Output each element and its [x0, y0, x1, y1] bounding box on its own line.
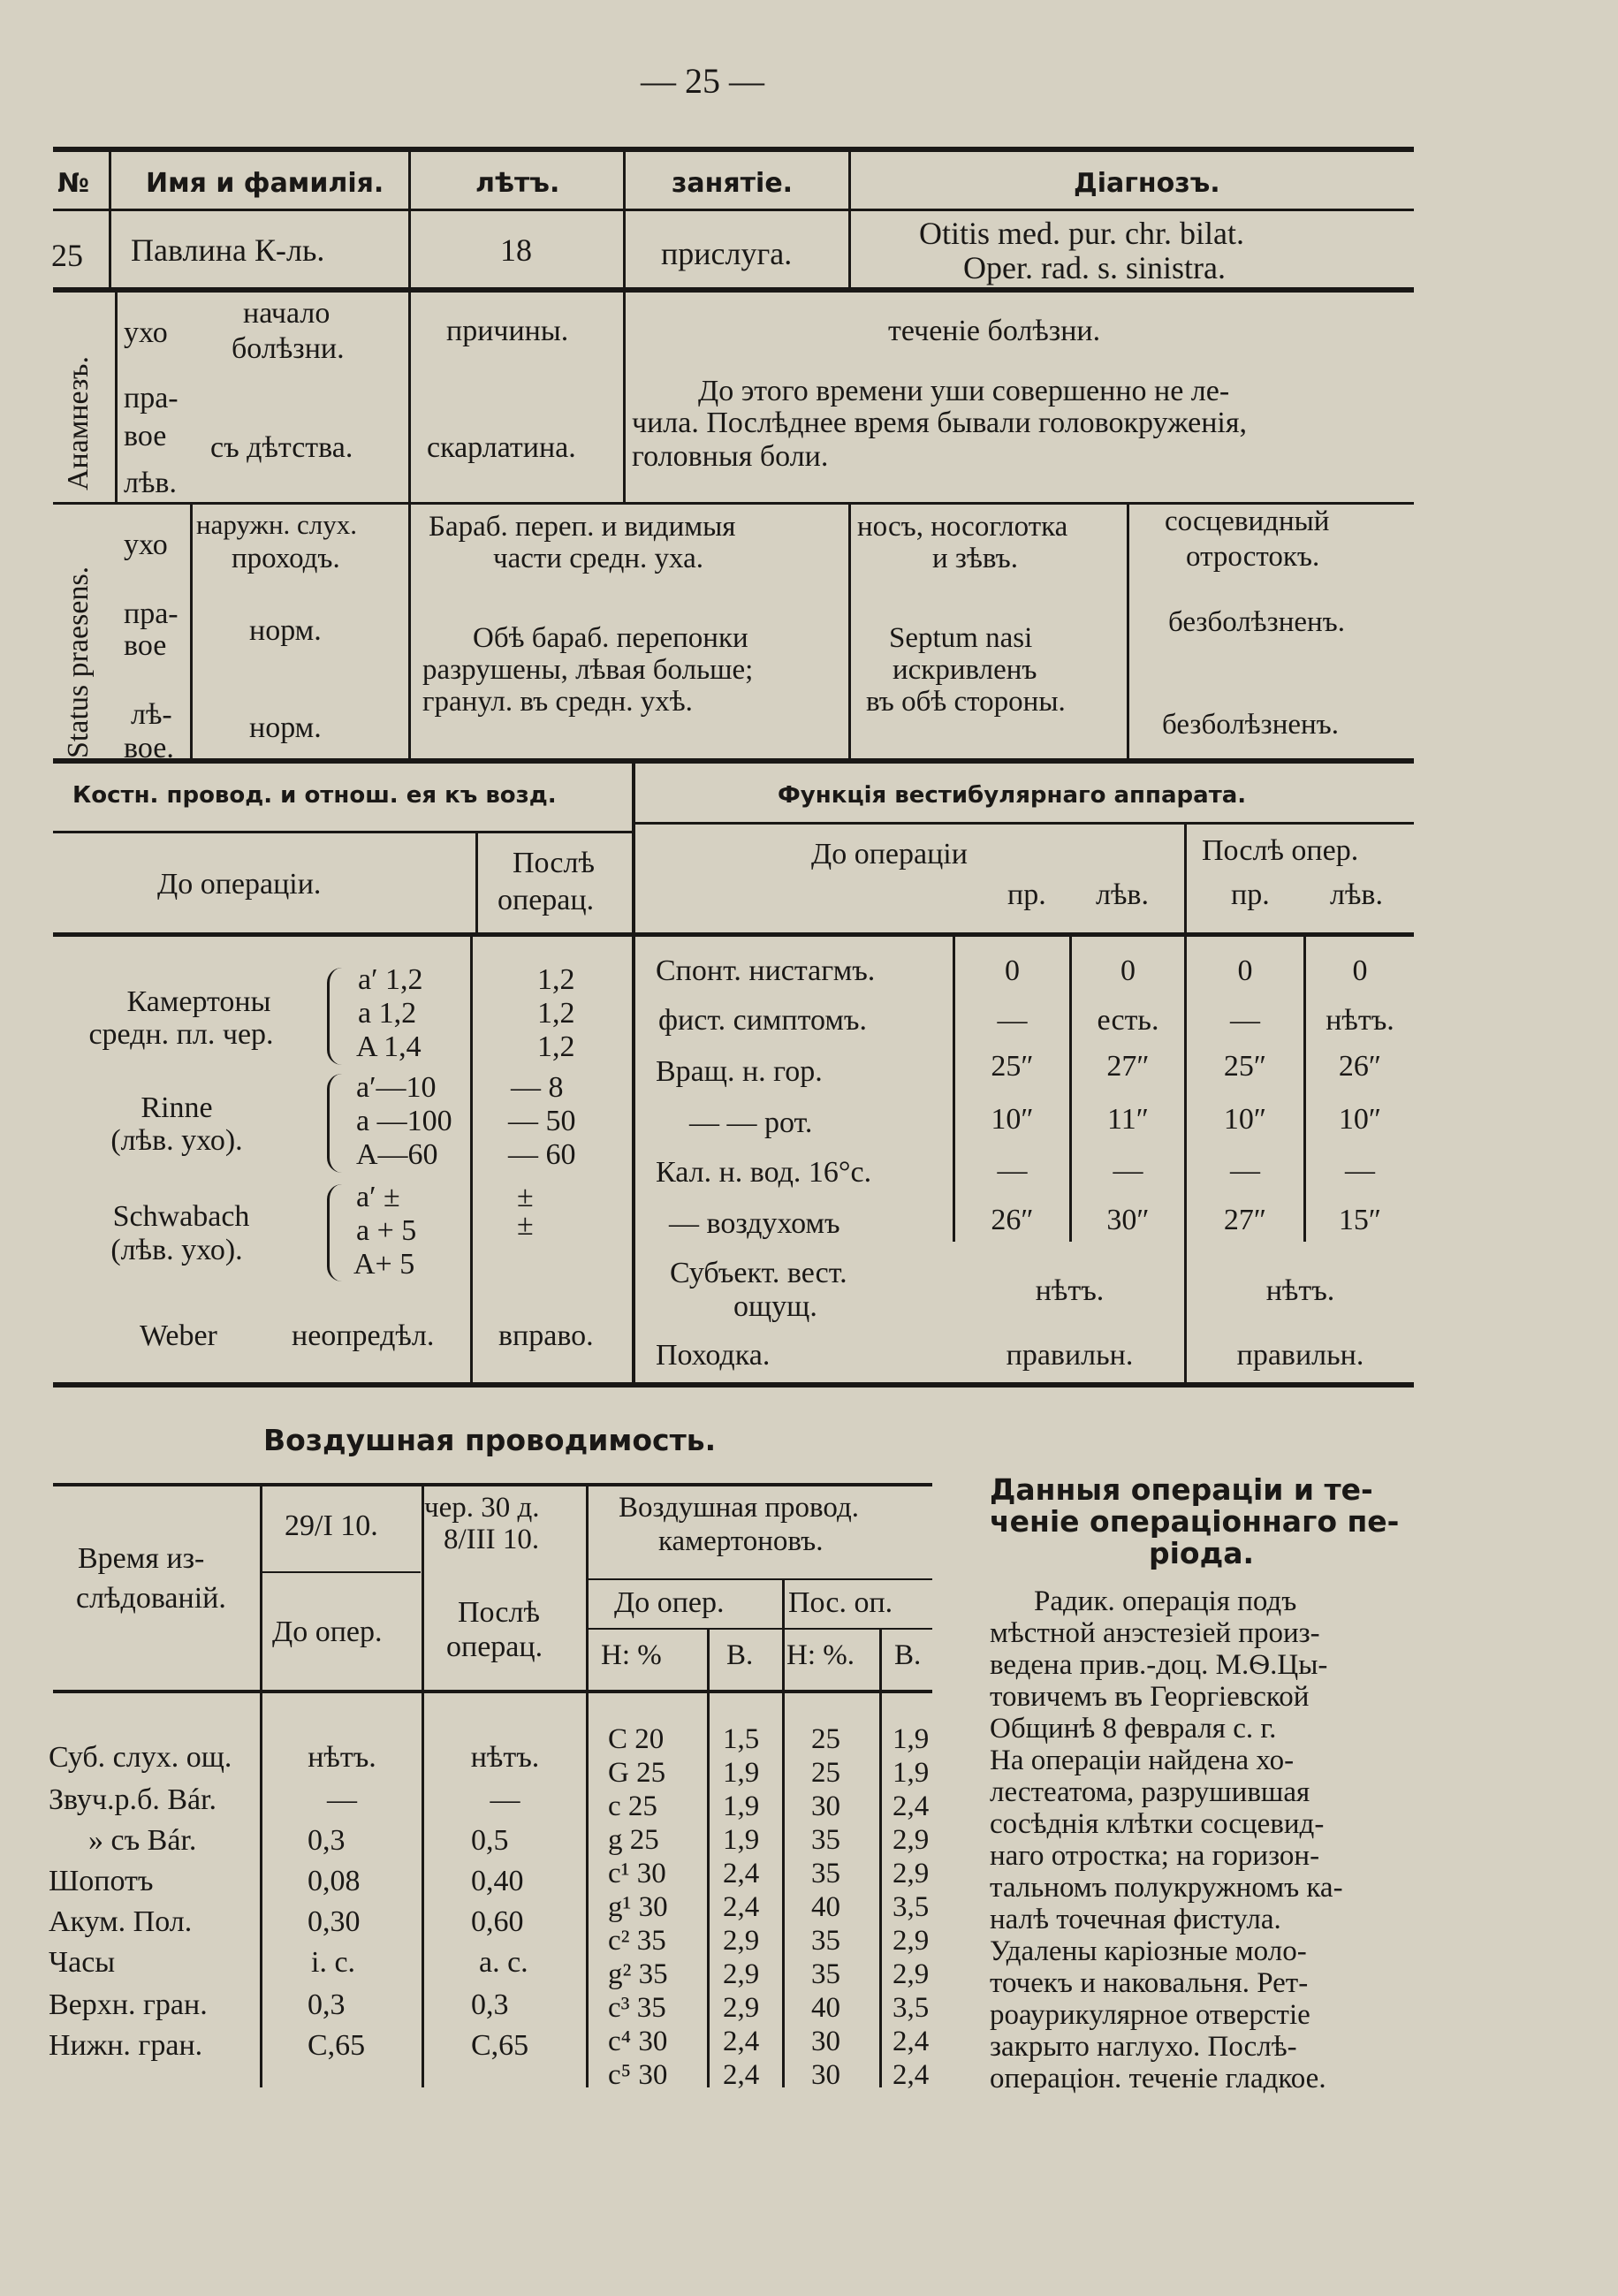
air-row-8-before: C,65: [308, 2029, 366, 2062]
air-row-1-before: нѣтъ.: [308, 1741, 376, 1774]
ext-canal-header-1: наружн. слух.: [196, 509, 358, 540]
fork-row-8-b2: 2,9: [893, 1958, 930, 1990]
air-row-4-before: 0,08: [308, 1865, 361, 1897]
bone-group-2-label-2: (лѣв. ухо).: [110, 1124, 243, 1157]
vestibular-row-1-v1: 0: [1005, 954, 1020, 987]
mastoid-right: безболѣзненъ.: [1168, 606, 1345, 638]
air-after-header-2: операц.: [446, 1631, 543, 1663]
fork-row-6-note: g¹ 30: [608, 1891, 668, 1923]
fork-row-4-b2: 2,9: [893, 1824, 930, 1856]
status-ear-right-1: пра-: [124, 597, 179, 630]
vestibular-row-3-v1: 25″: [991, 1050, 1034, 1083]
vestibular-row-3-label: Вращ. н. гор.: [656, 1055, 823, 1088]
diagnosis-line1: Otitis med. pur. chr. bilat.: [919, 216, 1244, 251]
operation-line-12: Удалены каріозные моло-: [990, 1935, 1307, 1967]
vestibular-row-1-v4: 0: [1352, 954, 1368, 987]
fork-row-6-b1: 2,4: [723, 1891, 760, 1923]
operation-line-2: мѣстной анэстезіей произ-: [990, 1617, 1320, 1649]
air-date-2-line2: 8/III 10.: [444, 1524, 540, 1555]
drum-value-1: Обѣ бараб. перепонки: [473, 622, 748, 654]
fork-before-header: До опер.: [614, 1586, 725, 1619]
weber-after: вправо.: [498, 1319, 594, 1352]
bone-group-1-label-1: Камертоны: [126, 985, 271, 1018]
air-row-7-label: Верхн. гран.: [49, 1988, 208, 2021]
onset-header-1: начало: [243, 297, 330, 330]
air-conduction-title: Воздушная проводимость.: [263, 1423, 717, 1457]
operation-line-15: закрыто наглухо. Послѣ-: [990, 2031, 1297, 2063]
header-number: №: [57, 168, 90, 199]
fork-row-9-note: c³ 35: [608, 1992, 666, 2024]
status-ear: ухо: [124, 528, 168, 561]
air-row-5-after: 0,60: [471, 1905, 524, 1938]
bone-after-header-2: операц.: [498, 884, 595, 916]
air-before-header: До опер.: [272, 1616, 383, 1648]
air-date-1: 29/I 10.: [285, 1509, 378, 1542]
fork-row-9-b1: 2,9: [723, 1992, 760, 2024]
operation-title-1: Данныя операціи и те-: [990, 1472, 1373, 1507]
vestibular-sub-right-after: пр.: [1231, 878, 1270, 911]
fork-sub-2: B.: [726, 1639, 754, 1671]
air-row-4-label: Шопотъ: [49, 1865, 154, 1897]
operation-line-10: тальномъ полукружномъ ка-: [990, 1872, 1343, 1904]
operation-line-16: операціон. теченіе гладкое.: [990, 2063, 1326, 2095]
vestibular-row-2-v2: есть.: [1097, 1004, 1159, 1037]
ext-canal-left: норм.: [249, 711, 322, 744]
bone-group-1-row-2: a 1,2: [358, 997, 417, 1030]
vestibular-row-2-v4: нѣтъ.: [1326, 1004, 1394, 1037]
bone-group-1-row-1: a′ 1,2: [358, 963, 423, 996]
nose-value-2: искривленъ: [893, 654, 1037, 686]
operation-line-4: товичемъ въ Георгіевской: [990, 1681, 1310, 1713]
bone-group-2-row-1: a′—10: [356, 1071, 437, 1104]
bone-group-3-brace: [327, 1184, 342, 1281]
fork-row-6-h2: 40: [811, 1891, 840, 1923]
bone-group-2-row-2: a —100: [356, 1105, 452, 1137]
ext-canal-header-2: проходъ.: [232, 543, 340, 574]
nose-header-2: и зѣвъ.: [932, 543, 1018, 574]
operation-line-13: точекъ и наковальня. Рет-: [990, 1967, 1309, 1999]
vestibular-after-header: Послѣ опер.: [1202, 834, 1359, 867]
nose-value-1: Septum nasi: [889, 622, 1033, 654]
bone-group-3-label-1: Schwabach: [112, 1200, 250, 1233]
operation-title-3: ріода.: [1149, 1536, 1255, 1570]
anamnesis-ear-left: лѣв.: [124, 467, 177, 499]
operation-line-7: лестеатома, разрушившая: [990, 1776, 1310, 1808]
air-row-6-label: Часы: [49, 1946, 116, 1979]
bone-group-2-label-1: Rinne: [141, 1091, 213, 1124]
air-row-1-after: нѣтъ.: [470, 1741, 540, 1774]
vestibular-row-5-v3: —: [1230, 1154, 1260, 1187]
vestibular-row-1-v2: 0: [1120, 954, 1136, 987]
mastoid-header-2: отростокъ.: [1186, 541, 1320, 573]
header-diagnosis: Діагнозъ.: [1074, 168, 1220, 199]
bone-group-3-after-2: ±: [517, 1209, 534, 1242]
causes-header: причины.: [446, 315, 569, 347]
air-row-7-before: 0,3: [308, 1988, 346, 2021]
fork-row-7-h2: 35: [811, 1925, 840, 1957]
air-row-6-after: a. c.: [479, 1946, 528, 1979]
air-time-header-1: Время из-: [78, 1542, 205, 1575]
vestibular-row-5-v1: —: [997, 1154, 1028, 1187]
page-number: — 25 —: [641, 61, 764, 101]
fork-row-8-b1: 2,9: [723, 1958, 760, 1990]
vestibular-row-6-label: — воздухомъ: [669, 1207, 840, 1240]
vestibular-row-4-label: — — рот.: [689, 1106, 813, 1139]
vestibular-row-4-v3: 10″: [1223, 1103, 1267, 1136]
vestibular-title: Функція вестибулярнаго аппарата.: [778, 782, 1247, 809]
fork-sub-4: B.: [894, 1639, 922, 1671]
course-header: теченіе болѣзни.: [888, 315, 1101, 347]
fork-row-5-b2: 2,9: [893, 1858, 930, 1889]
fork-row-8-h2: 35: [811, 1958, 840, 1990]
fork-sub-1: H: %: [601, 1639, 662, 1671]
fork-row-10-b2: 2,4: [893, 2026, 930, 2057]
air-after-header-1: Послѣ: [458, 1596, 540, 1629]
vestibular-row-2-v1: —: [997, 1004, 1028, 1037]
vestibular-before-header: До операціи: [811, 838, 968, 871]
mastoid-header-1: сосцевидный: [1165, 506, 1330, 537]
fork-after-header: Пос. оп.: [788, 1586, 893, 1619]
fork-row-2-h2: 25: [811, 1757, 840, 1789]
vestibular-row-3-v4: 26″: [1338, 1050, 1382, 1083]
anamnesis-ear-right-2: вое: [124, 420, 167, 452]
vestibular-row-5-label: Кал. н. вод. 16°с.: [656, 1156, 872, 1189]
course-line-3: головныя боли.: [632, 440, 829, 473]
vestibular-row-3-v2: 27″: [1106, 1050, 1150, 1083]
fork-row-2-b2: 1,9: [893, 1757, 930, 1789]
vestibular-row-3-v3: 25″: [1223, 1050, 1267, 1083]
vestibular-subj-label-2: ощущ.: [733, 1290, 817, 1323]
vestibular-row-6-v3: 27″: [1223, 1204, 1267, 1236]
vestibular-row-5-v4: —: [1345, 1154, 1375, 1187]
fork-row-11-b1: 2,4: [723, 2059, 760, 2091]
bone-group-2-after-3: — 60: [508, 1138, 576, 1171]
status-ear-left-2: вое.: [124, 732, 174, 764]
header-occupation: занятіе.: [672, 168, 794, 199]
air-row-2-before: —: [327, 1783, 357, 1816]
fork-row-3-note: c 25: [608, 1790, 657, 1822]
air-row-8-label: Нижн. гран.: [49, 2029, 203, 2062]
operation-line-9: наго отростка; на горизон-: [990, 1840, 1320, 1872]
air-row-4-after: 0,40: [471, 1865, 524, 1897]
onset-value: съ дѣтства.: [210, 431, 353, 464]
bone-group-2-after-1: — 8: [511, 1071, 564, 1104]
fork-row-7-b2: 2,9: [893, 1925, 930, 1957]
drum-value-2: разрушены, лѣвая больше;: [422, 654, 754, 686]
air-row-3-label: » съ Bár.: [88, 1824, 197, 1857]
vestibular-subj-after: нѣтъ.: [1265, 1274, 1335, 1307]
fork-row-11-note: c⁵ 30: [608, 2059, 668, 2091]
fork-row-2-b1: 1,9: [723, 1757, 760, 1789]
bone-after-header-1: Послѣ: [513, 847, 595, 879]
vestibular-sub-left-before: лѣв.: [1096, 878, 1149, 911]
fork-row-8-note: g² 35: [608, 1958, 668, 1990]
vestibular-row-4-v4: 10″: [1338, 1103, 1382, 1136]
bone-group-2-row-3: A—60: [356, 1138, 438, 1171]
causes-value: скарлатина.: [427, 431, 576, 464]
vestibular-row-2-label: фист. симптомъ.: [658, 1004, 867, 1037]
header-name: Имя и фамилія.: [146, 168, 384, 199]
bone-group-1-after-1: 1,2: [537, 963, 575, 996]
vestibular-subj-before: нѣтъ.: [1035, 1274, 1105, 1307]
fork-row-11-b2: 2,4: [893, 2059, 930, 2091]
air-row-3-after: 0,5: [471, 1824, 509, 1857]
vestibular-gait-before: правильн.: [1006, 1339, 1134, 1372]
operation-title-2: ченіе операціоннаго пе-: [990, 1504, 1400, 1539]
vestibular-row-6-v1: 26″: [991, 1204, 1034, 1236]
bone-group-2-after-2: — 50: [508, 1105, 576, 1137]
fork-row-1-h2: 25: [811, 1723, 840, 1755]
air-row-8-after: C,65: [471, 2029, 529, 2062]
air-row-3-before: 0,3: [308, 1824, 346, 1857]
fork-row-9-b2: 3,5: [893, 1992, 930, 2024]
drum-header-2: части средн. уха.: [493, 543, 703, 574]
fork-row-11-h2: 30: [811, 2059, 840, 2091]
air-row-5-before: 0,30: [308, 1905, 361, 1938]
bone-group-1-after-3: 1,2: [537, 1030, 575, 1063]
vestibular-gait-label: Походка.: [656, 1339, 771, 1372]
fork-row-5-h2: 35: [811, 1858, 840, 1889]
status-ear-right-2: вое: [124, 629, 167, 662]
fork-row-5-b1: 2,4: [723, 1858, 760, 1889]
fork-row-10-b1: 2,4: [723, 2026, 760, 2057]
air-row-1-label: Суб. слух. ощ.: [49, 1741, 232, 1774]
patient-age: 18: [500, 232, 532, 268]
fork-row-1-b2: 1,9: [893, 1723, 930, 1755]
vestibular-row-4-v2: 11″: [1107, 1103, 1149, 1136]
fork-header-2: камертоновъ.: [658, 1525, 824, 1557]
operation-line-14: роаурикулярное отверстіе: [990, 1999, 1310, 2031]
patient-occupation: прислуга.: [661, 236, 793, 271]
vestibular-row-2-v3: —: [1230, 1004, 1260, 1037]
header-age: лѣтъ.: [475, 168, 560, 199]
bone-group-1-after-2: 1,2: [537, 997, 575, 1030]
bone-group-2-brace: [327, 1074, 342, 1173]
drum-value-3: гранул. въ средн. ухѣ.: [422, 686, 693, 718]
status-ear-left-1: лѣ-: [131, 698, 172, 731]
operation-line-1: Радик. операція подъ: [1034, 1585, 1297, 1617]
operation-line-6: На операціи найдена хо-: [990, 1745, 1295, 1776]
air-row-6-before: i. c.: [311, 1946, 356, 1979]
vestibular-sub-right-before: пр.: [1007, 878, 1046, 911]
bone-conduction-title: Костн. провод. и отнош. ея къ возд.: [72, 782, 557, 809]
fork-row-7-b1: 2,9: [723, 1925, 760, 1957]
patient-number: 25: [51, 238, 83, 273]
operation-line-5: Общинѣ 8 февраля с. г.: [990, 1713, 1277, 1745]
vestibular-row-1-v3: 0: [1237, 954, 1253, 987]
air-row-7-after: 0,3: [471, 1988, 509, 2021]
bone-group-1-brace: [327, 968, 342, 1065]
operation-line-8: сосѣднія клѣтки сосцевид-: [990, 1808, 1325, 1840]
fork-row-1-note: C 20: [608, 1723, 665, 1755]
air-row-5-label: Акум. Пол.: [49, 1905, 193, 1938]
course-line-1: До этого времени уши совершенно не ле-: [698, 375, 1230, 407]
fork-row-9-h2: 40: [811, 1992, 840, 2024]
fork-row-4-b1: 1,9: [723, 1824, 760, 1856]
air-row-2-after: —: [490, 1783, 520, 1816]
anamnesis-ear: ухо: [124, 316, 168, 349]
fork-row-3-h2: 30: [811, 1790, 840, 1822]
fork-row-3-b1: 1,9: [723, 1790, 760, 1822]
bone-group-3-row-2: a + 5: [356, 1214, 417, 1247]
onset-header-2: болѣзни.: [232, 332, 345, 365]
weber-before: неопредѣл.: [292, 1319, 435, 1352]
vestibular-subj-label-1: Субъект. вест.: [670, 1257, 847, 1289]
anamnesis-side-label: Анамнезъ.: [62, 356, 95, 490]
operation-line-3: ведена прив.-доц. М.Ѳ.Цы-: [990, 1649, 1328, 1681]
vestibular-row-5-v2: —: [1113, 1154, 1143, 1187]
fork-row-5-note: c¹ 30: [608, 1858, 666, 1889]
mastoid-left: безболѣзненъ.: [1162, 709, 1339, 741]
bone-group-3-after-1: ±: [517, 1181, 534, 1213]
air-row-2-label: Звуч.р.б. Bár.: [49, 1783, 217, 1816]
course-line-2: чила. Послѣднее время бывали головокруженія,: [632, 407, 1248, 439]
nose-header-1: носъ, носоглотка: [857, 511, 1068, 543]
fork-row-7-note: c² 35: [608, 1925, 666, 1957]
fork-row-2-note: G 25: [608, 1757, 666, 1789]
bone-group-3-row-1: a′ ±: [356, 1181, 400, 1213]
vestibular-sub-left-after: лѣв.: [1330, 878, 1383, 911]
status-side-label: Status praesens.: [62, 566, 95, 758]
patient-name: Павлина К-ль.: [131, 232, 325, 268]
bone-group-1-label-2: средн. пл. чер.: [88, 1018, 274, 1051]
fork-row-10-h2: 30: [811, 2026, 840, 2057]
anamnesis-ear-right-1: пра-: [124, 382, 179, 414]
diagnosis-line2: Oper. rad. s. sinistra.: [963, 250, 1226, 285]
vestibular-row-6-v2: 30″: [1106, 1204, 1150, 1236]
fork-sub-3: H: %.: [786, 1639, 855, 1671]
fork-row-4-h2: 35: [811, 1824, 840, 1856]
bone-group-3-label-2: (лѣв. ухо).: [110, 1234, 243, 1266]
operation-line-11: налѣ точечная фистула.: [990, 1904, 1281, 1935]
bone-group-1-row-3: A 1,4: [356, 1030, 422, 1063]
bone-group-3-row-3: A+ 5: [353, 1248, 415, 1281]
fork-row-10-note: c⁴ 30: [608, 2026, 668, 2057]
drum-header-1: Бараб. переп. и видимыя: [429, 511, 736, 543]
vestibular-gait-after: правильн.: [1236, 1339, 1364, 1372]
fork-row-4-note: g 25: [608, 1824, 659, 1856]
fork-row-6-b2: 3,5: [893, 1891, 930, 1923]
fork-header-1: Воздушная провод.: [619, 1492, 859, 1524]
vestibular-row-1-label: Спонт. нистагмъ.: [656, 954, 876, 987]
vestibular-row-6-v4: 15″: [1338, 1204, 1382, 1236]
nose-value-3: въ обѣ стороны.: [866, 686, 1066, 718]
weber-label: Weber: [140, 1319, 217, 1352]
fork-row-1-b1: 1,5: [723, 1723, 760, 1755]
ext-canal-right: норм.: [249, 614, 322, 647]
air-date-2-line1: чер. 30 д.: [424, 1492, 540, 1524]
bone-before-header: До операціи.: [157, 868, 322, 901]
vestibular-row-4-v1: 10″: [991, 1103, 1034, 1136]
fork-row-3-b2: 2,4: [893, 1790, 930, 1822]
air-time-header-2: слѣдованій.: [76, 1582, 226, 1615]
